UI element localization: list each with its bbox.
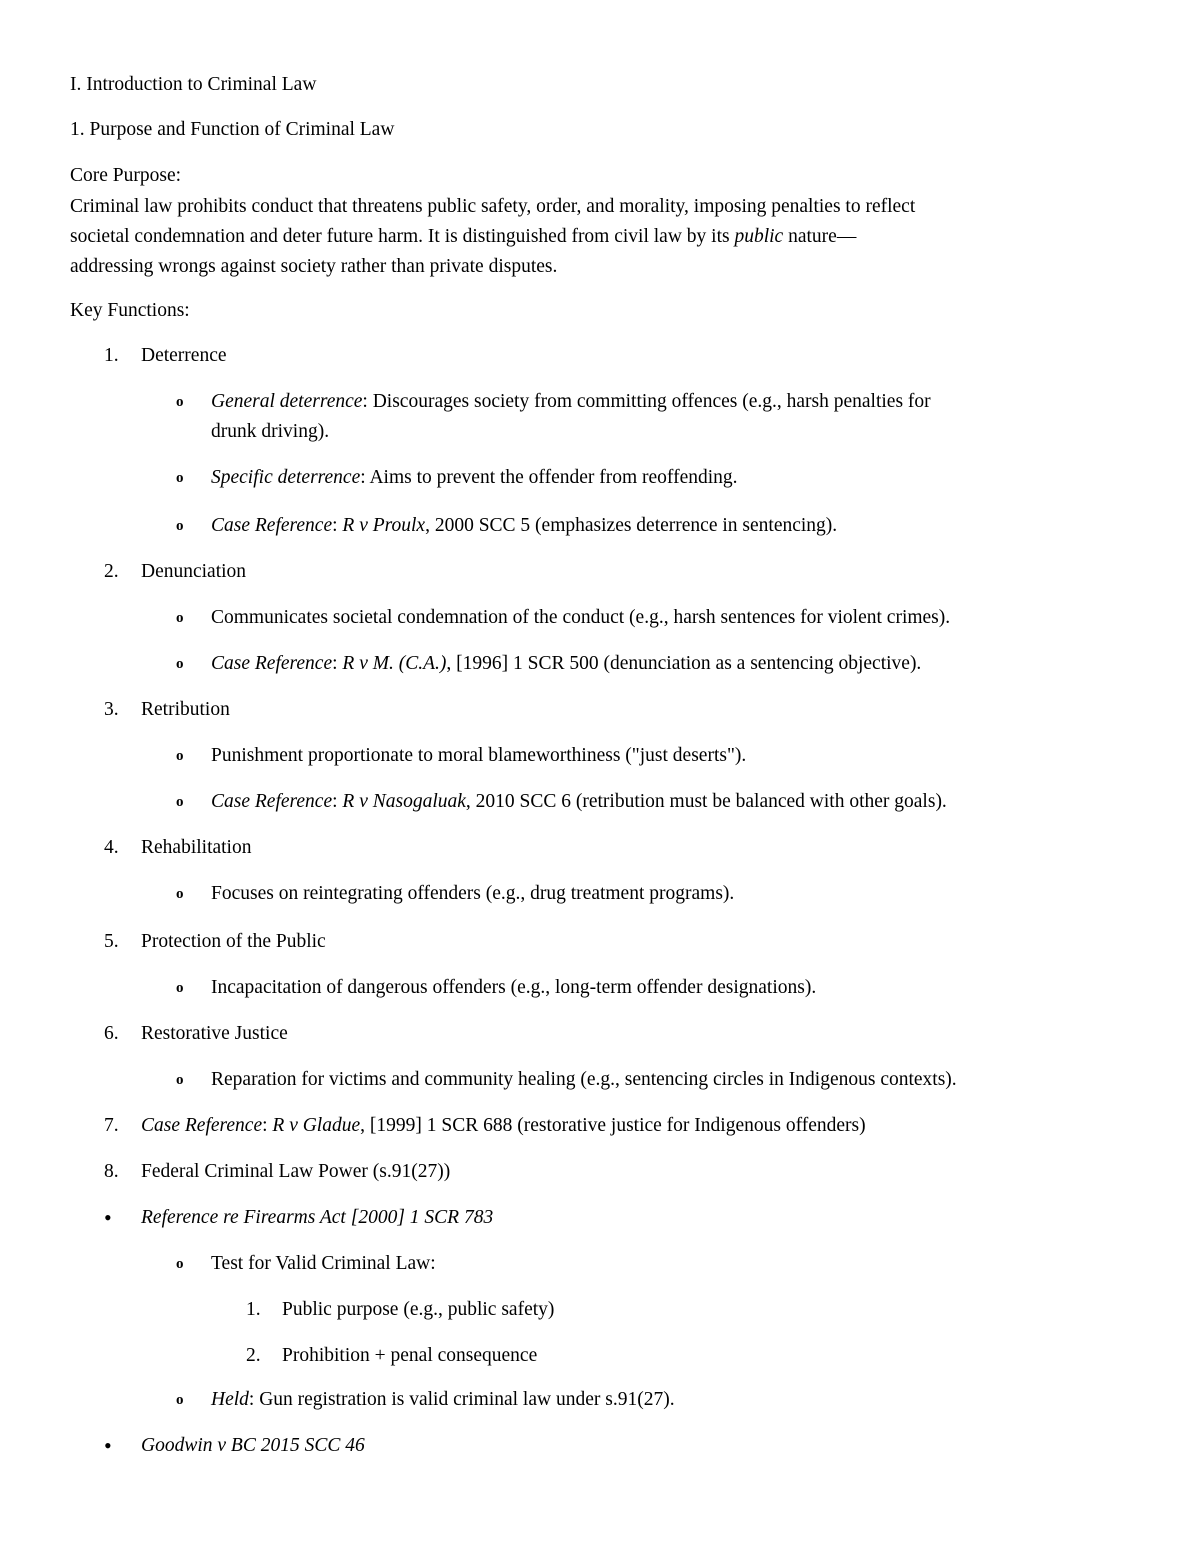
term-emphasis: General deterrence — [211, 391, 363, 412]
list-item-text: : Discourages society from committing offences (e.g., harsh penalties for — [362, 391, 931, 412]
separator: : — [332, 791, 343, 812]
term-emphasis: Specific deterrence — [211, 467, 361, 488]
list-number: 5. — [104, 931, 119, 952]
case-reference-item — [211, 511, 837, 541]
case-reference-item — [211, 649, 921, 679]
term-emphasis: Held — [211, 1389, 249, 1410]
list-number: 4. — [104, 837, 119, 858]
case-citation: , 2000 SCC 5 (emphasizes deterrence in sentencing). — [425, 515, 838, 536]
case-title-text: Reference re Firearms Act [2000] 1 SCR 783 — [141, 1207, 494, 1228]
term-emphasis: Case Reference — [211, 653, 333, 674]
core-purpose-line-3: addressing wrongs against society rather than private disputes. — [70, 256, 558, 277]
function-title-deterrence: Deterrence — [141, 345, 227, 366]
function-title-restorative-justice: Restorative Justice — [141, 1023, 288, 1044]
term-emphasis: Case Reference — [211, 791, 333, 812]
list-number: 1. — [104, 345, 119, 366]
test-item: Prohibition + penal consequence — [282, 1345, 538, 1366]
held-text: : Gun registration is valid criminal law under s.91(27). — [248, 1389, 675, 1410]
core-purpose-line-2-text: societal condemnation and deter future harm. It is distinguished from civil law by its — [70, 226, 735, 247]
held-item — [211, 1385, 675, 1415]
list-number: 1. — [246, 1299, 261, 1320]
list-item: Punishment proportionate to moral blameworthiness ("just deserts"). — [211, 745, 747, 766]
separator: : — [332, 515, 343, 536]
section-title: 1. Purpose and Function of Criminal Law — [70, 119, 395, 140]
bullet-marker: o — [176, 1392, 184, 1408]
list-number: 2. — [104, 561, 119, 582]
list-number: 6. — [104, 1023, 119, 1044]
function-title-federal-power: Federal Criminal Law Power (s.91(27)) — [141, 1161, 451, 1182]
function-title-denunciation: Denunciation — [141, 561, 247, 582]
list-number: 7. — [104, 1115, 119, 1136]
document-title: I. Introduction to Criminal Law — [70, 74, 317, 95]
function-title-rehabilitation: Rehabilitation — [141, 837, 252, 858]
bullet-dot: • — [104, 1205, 112, 1230]
list-item-text: : Aims to prevent the offender from reoffending. — [360, 467, 738, 488]
case-title-firearms — [141, 1203, 493, 1233]
list-item: Communicates societal condemnation of the conduct (e.g., harsh sentences for violent crimes). — [211, 607, 951, 628]
test-label: Test for Valid Criminal Law: — [211, 1253, 436, 1274]
bullet-marker: o — [176, 518, 184, 534]
bullet-dot: • — [104, 1433, 112, 1458]
case-title-text: Goodwin v BC 2015 SCC 46 — [141, 1435, 365, 1456]
bullet-marker: o — [176, 886, 184, 902]
function-title-protection: Protection of the Public — [141, 931, 326, 952]
bullet-marker: o — [176, 394, 184, 410]
core-purpose-line-1: Criminal law prohibits conduct that threatens public safety, order, and morality, imposing penalties to reflect — [70, 196, 916, 217]
bullet-marker: o — [176, 1072, 184, 1088]
list-item — [211, 463, 738, 493]
list-number: 2. — [246, 1345, 261, 1366]
case-name: R v Gladue — [272, 1115, 361, 1136]
case-reference-item — [141, 1111, 866, 1141]
case-citation: , [1999] 1 SCR 688 (restorative justice for Indigenous offenders) — [360, 1115, 866, 1136]
bullet-marker: o — [176, 748, 184, 764]
list-number: 8. — [104, 1161, 119, 1182]
case-citation: , [1996] 1 SCR 500 (denunciation as a sentencing objective). — [446, 653, 922, 674]
case-name: R v M. (C.A.) — [342, 653, 447, 674]
case-name: R v Nasogaluak — [342, 791, 466, 812]
bullet-marker: o — [176, 656, 184, 672]
term-emphasis: Case Reference — [141, 1115, 263, 1136]
bullet-marker: o — [176, 610, 184, 626]
term-emphasis: Case Reference — [211, 515, 333, 536]
case-title-goodwin — [141, 1431, 365, 1461]
list-number: 3. — [104, 699, 119, 720]
list-item: Focuses on reintegrating offenders (e.g., drug treatment programs). — [211, 883, 735, 904]
list-item-continuation: drunk driving). — [211, 421, 330, 442]
case-name: R v Proulx — [342, 515, 426, 536]
core-purpose-emphasis: public — [734, 226, 784, 247]
separator: : — [262, 1115, 273, 1136]
list-item: Incapacitation of dangerous offenders (e.g., long-term offender designations). — [211, 977, 817, 998]
core-purpose-line-2 — [70, 222, 856, 252]
bullet-marker: o — [176, 794, 184, 810]
list-item: Reparation for victims and community healing (e.g., sentencing circles in Indigenous contexts). — [211, 1069, 957, 1090]
key-functions-label: Key Functions: — [70, 300, 190, 321]
bullet-marker: o — [176, 980, 184, 996]
list-item — [211, 387, 931, 417]
bullet-marker: o — [176, 1256, 184, 1272]
case-citation: , 2010 SCC 6 (retribution must be balanced with other goals). — [465, 791, 947, 812]
core-purpose-line-2-end: nature— — [783, 226, 857, 247]
case-reference-item — [211, 787, 947, 817]
core-purpose-label: Core Purpose: — [70, 165, 182, 186]
test-item: Public purpose (e.g., public safety) — [282, 1299, 555, 1320]
bullet-marker: o — [176, 470, 184, 486]
function-title-retribution: Retribution — [141, 699, 230, 720]
separator: : — [332, 653, 343, 674]
